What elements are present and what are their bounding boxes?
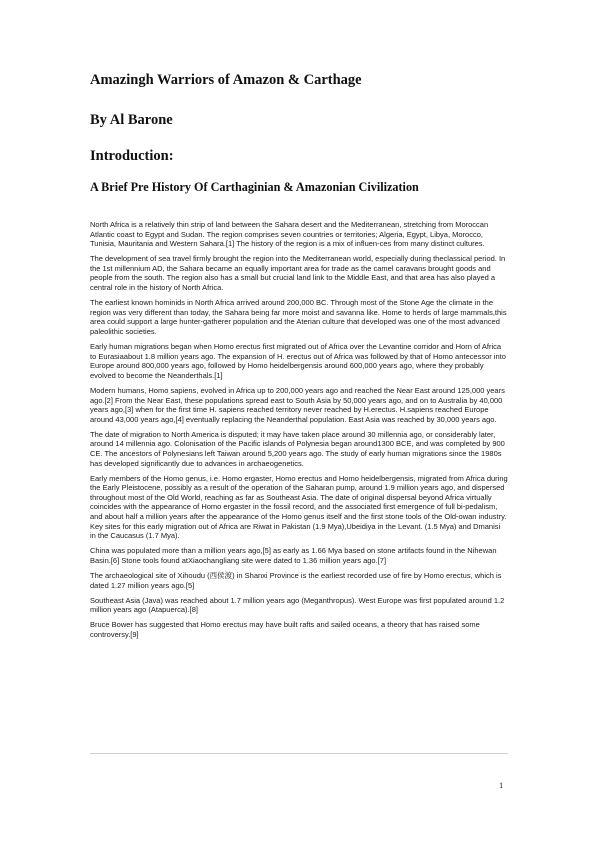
paragraph: Early members of the Homo genus, i.e. Homo ergaster, Homo erectus and Homo heidelbergensis, migrated from Africa during the Early Pleistocene, possibly as a result of the operation of the Saharan pump, around 1.9 million years ago, and dispersed throughout most of the Old World, reaching as far as Southeast Asia. The date of original dispersal beyond Africa virtually coincides with the appearance of Homo ergaster in the fossil record, and the associated first emergence of full bi-pedalism, and about half a million years after the appearance of the Homo genus itself and the first stone tools of the Old-owan industry. Key sites for this early migration out of Africa are Riwat in Pakistan (1.9 Mya),Ubeidiya in the Levant. (1.5 Mya) and Dmanisi in the Caucasus (1.7 Mya). xyxy=(90,473,508,541)
document-title: Amazingh Warriors of Amazon & Carthage xyxy=(90,72,362,88)
paragraph: Bruce Bower has suggested that Homo erectus may have built rafts and sailed oceans, a theory that has raised some controversy.[9] xyxy=(90,620,480,639)
paragraph: Early human migrations began when Homo erectus first migrated out of Africa over the Levantine corridor and Horn of Africa to Eurasiaabout 1.8 million years ago. The expansion of H. erectus out of Africa was followed by that of Homo antecessor into Europe around 800,000 years ago, followed by Homo heidelbergensis around 600,000 years ago, where they probably evolved to become the Neanderthals.[1] xyxy=(90,342,506,380)
paragraph: The archaeological site of Xihoudu (西侯渡) in Shanxi Province is the earliest recorded use of fire by Homo erectus, which is dated 1.27 million years ago.[5] xyxy=(90,571,502,590)
paragraph: Southeast Asia (Java) was reached about 1.7 million years ago (Meganthropus). West Europe was first populated around 1.2 million years ago (Atapuerca).[8] xyxy=(90,595,505,615)
body-text xyxy=(90,220,508,645)
paragraph: The development of sea travel firmly brought the region into the Mediterranean world, especially during theclassical period. In the 1st millennium AD, the Sahara became an equally important area for trade as the camel caravans brought goods and people from the south. The region also has a small but crucial land link to the Middle East, and that area has also played a central role in the history of North Africa. xyxy=(90,254,506,293)
paragraph: North Africa is a relatively thin strip of land between the Sahara desert and the Mediterranean, stretching from Moroccan Atlantic coast to Egypt and Sudan. The region comprises seven countries or territories; Algeria, Egypt, Libya, Morocco, Tunisia, Mauritania and Western Sahara.[1] The history of the region is a mix of influen-ces from many distinct cultures. xyxy=(90,220,489,249)
intro-heading: Introduction: xyxy=(90,148,174,164)
paragraph: Modern humans, Homo sapiens, evolved in Africa up to 200,000 years ago and reached the Near East around 125,000 years ago.[2] From the Near East, these populations spread east to South Asia by 50,000 years ago, and on to Australia by 40,000 years ago,[3] when for the first time H. sapiens reached territory never reached by H.erectus. H.sapiens reached Europe around 43,000 years ago,[4] eventually replacing the Neanderthal population. East Asia was reached by 30,000 years ago. xyxy=(90,385,505,424)
document-subtitle: A Brief Pre History Of Carthaginian & Amazonian Civilization xyxy=(90,180,419,194)
paragraph: The date of migration to North America is disputed; it may have taken place around 30 millennia ago, or considerably later, around 14 millennia ago. Colonisation of the Pacific islands of Polynesia began around1300 BCE, and was completed by 900 CE. The ancestors of Polynesians left Taiwan around 5,200 years ago. The study of early human migrations since the 1980s has developed significantly due to advances in archaeogenetics. xyxy=(90,429,505,468)
paragraph: The earliest known hominids in North Africa arrived around 200,000 BC. Through most of the Stone Age the climate in the region was very different than today, the Sahara being far more moist and savanna like. Home to herds of large mammals,this area could support a large hunter-gatherer population and the Aterian culture that developed was one of the most advanced paleolithic societies. xyxy=(90,298,507,336)
footer-divider xyxy=(90,753,508,754)
page-number: 1 xyxy=(499,780,504,790)
paragraph: China was populated more than a million years ago,[5] as early as 1.66 Mya based on stone artifacts found in the Nihewan Basin.[6] Stone tools found atXiaochangliang site were dated to 1.36 million years ago.[7] xyxy=(90,546,497,565)
document-author: By Al Barone xyxy=(90,112,173,128)
